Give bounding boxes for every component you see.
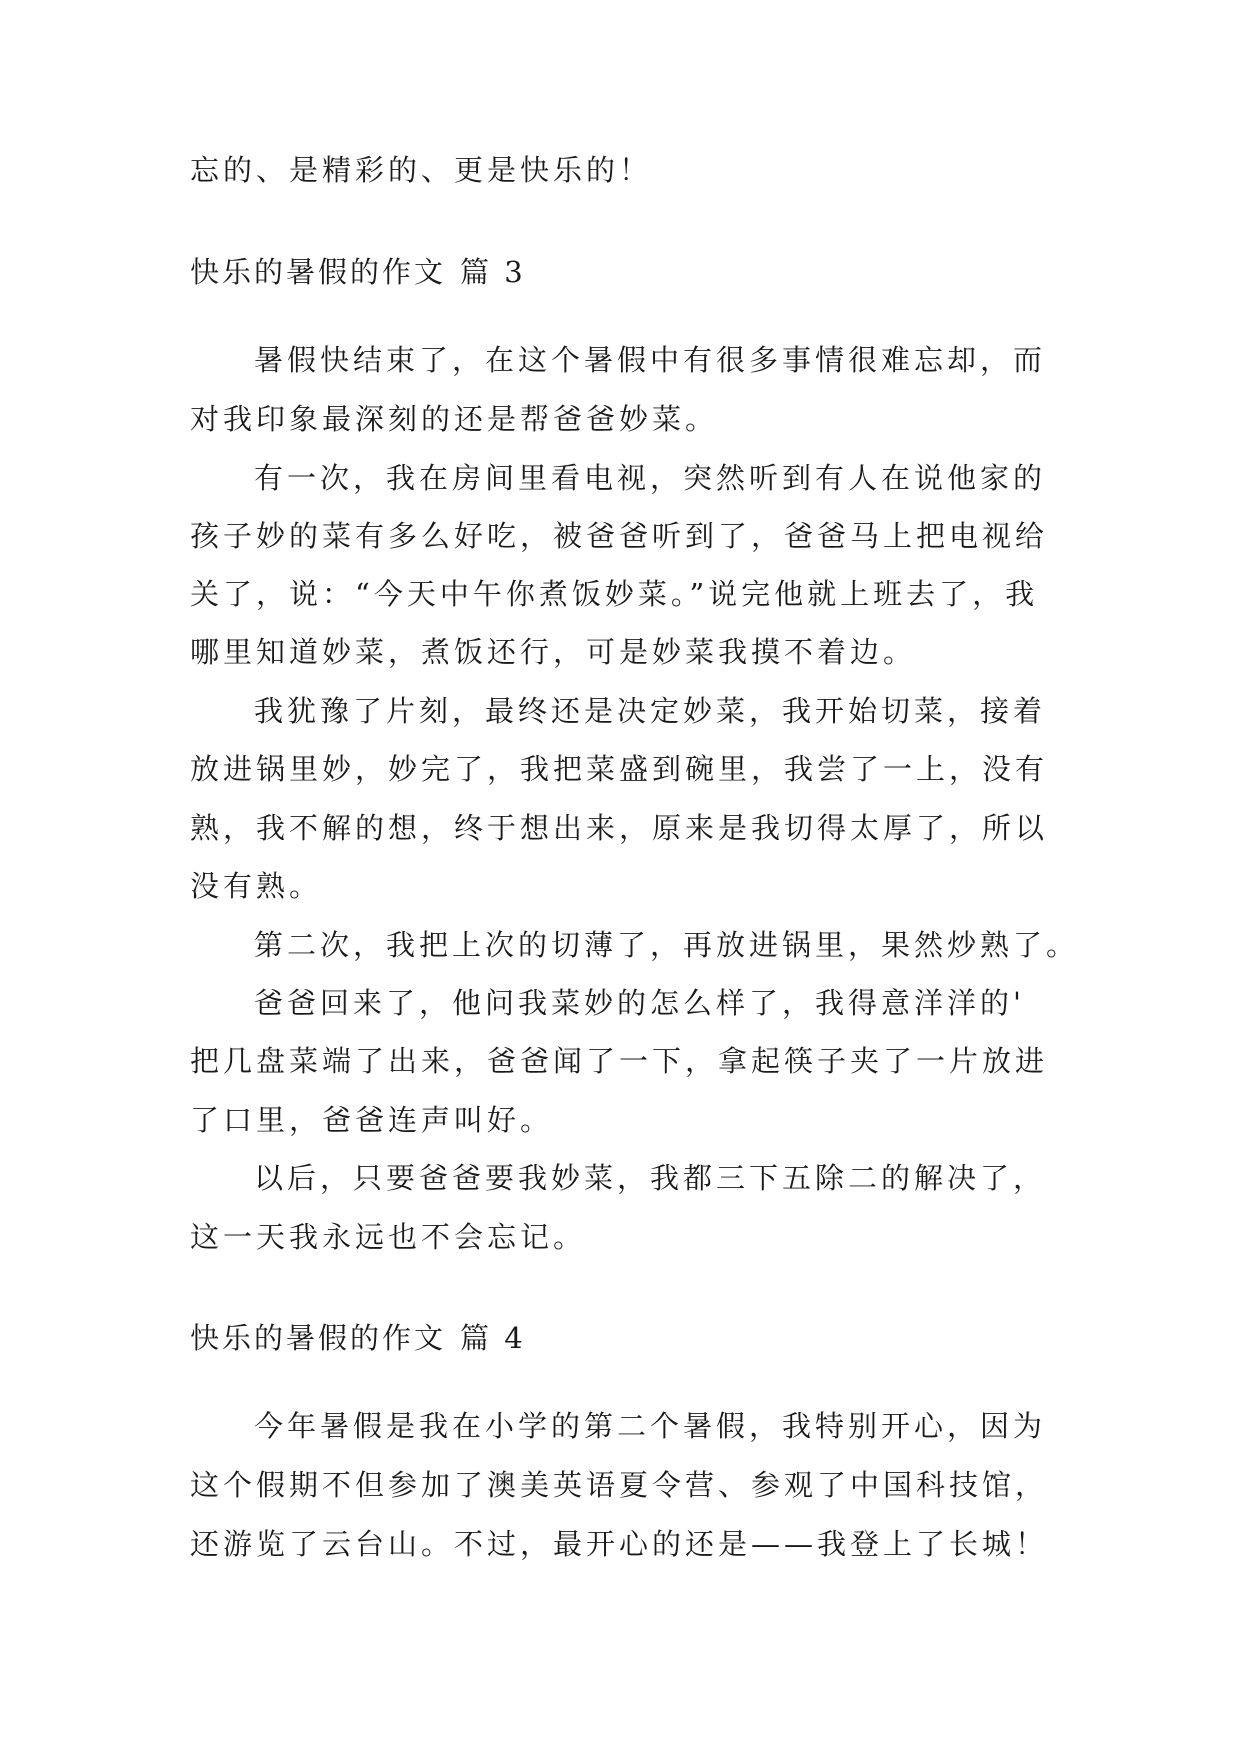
text-line: 忘的、是精彩的、更是快乐的！ <box>190 153 653 187</box>
text-line: 熟，我不解的想，终于想出来，原来是我切得太厚了，所以 <box>190 811 1049 845</box>
text-line: 没有熟。 <box>190 869 323 903</box>
text-line: 哪里知道妙菜，煮饭还行，可是妙菜我摸不着边。 <box>190 635 917 669</box>
text-line: 爸爸回来了，他问我菜妙的怎么样了，我得意洋洋的' <box>254 986 1025 1020</box>
text-line: 放进锅里妙，妙完了，我把菜盛到碗里，我尝了一上，没有 <box>190 752 1049 786</box>
text-line: 这个假期不但参加了澳美英语夏令营、参观了中国科技馆， <box>190 1468 1049 1502</box>
heading-title: 快乐的暑假的作文 <box>190 255 447 289</box>
heading-number: 篇 4 <box>460 1321 526 1355</box>
text-line: 有一次，我在房间里看电视，突然听到有人在说他家的 <box>254 461 1047 495</box>
text-line: 了口里，爸爸连声叫好。 <box>190 1103 554 1137</box>
section-heading-3 <box>190 252 526 292</box>
text-line: 我犹豫了片刻，最终还是决定妙菜，我开始切菜，接着 <box>254 694 1047 728</box>
text-line: 把几盘菜端了出来，爸爸闻了一下，拿起筷子夹了一片放进 <box>190 1044 1049 1078</box>
heading-title: 快乐的暑假的作文 <box>190 1321 447 1355</box>
text-line: 这一天我永远也不会忘记。 <box>190 1220 587 1254</box>
text-line: 对我印象最深刻的还是帮爸爸妙菜。 <box>190 402 719 436</box>
text-line: 还游览了云台山。不过，最开心的还是——我登上了长城！ <box>190 1527 1049 1561</box>
heading-number: 篇 3 <box>460 255 526 289</box>
text-line: 孩子妙的菜有多么好吃，被爸爸听到了，爸爸马上把电视给 <box>190 519 1049 553</box>
text-line: 第二次，我把上次的切薄了，再放进锅里，果然炒熟了。 <box>254 928 1080 962</box>
section-heading-4 <box>190 1318 526 1358</box>
text-line: 以后，只要爸爸要我妙菜，我都三下五除二的解决了， <box>254 1161 1047 1195</box>
text-line: 今年暑假是我在小学的第二个暑假，我特别开心，因为 <box>254 1409 1047 1443</box>
text-line: 关了，说：“今天中午你煮饭妙菜。”说完他就上班去了，我 <box>190 577 1039 611</box>
text-line: 暑假快结束了，在这个暑假中有很多事情很难忘却，而 <box>254 343 1047 377</box>
